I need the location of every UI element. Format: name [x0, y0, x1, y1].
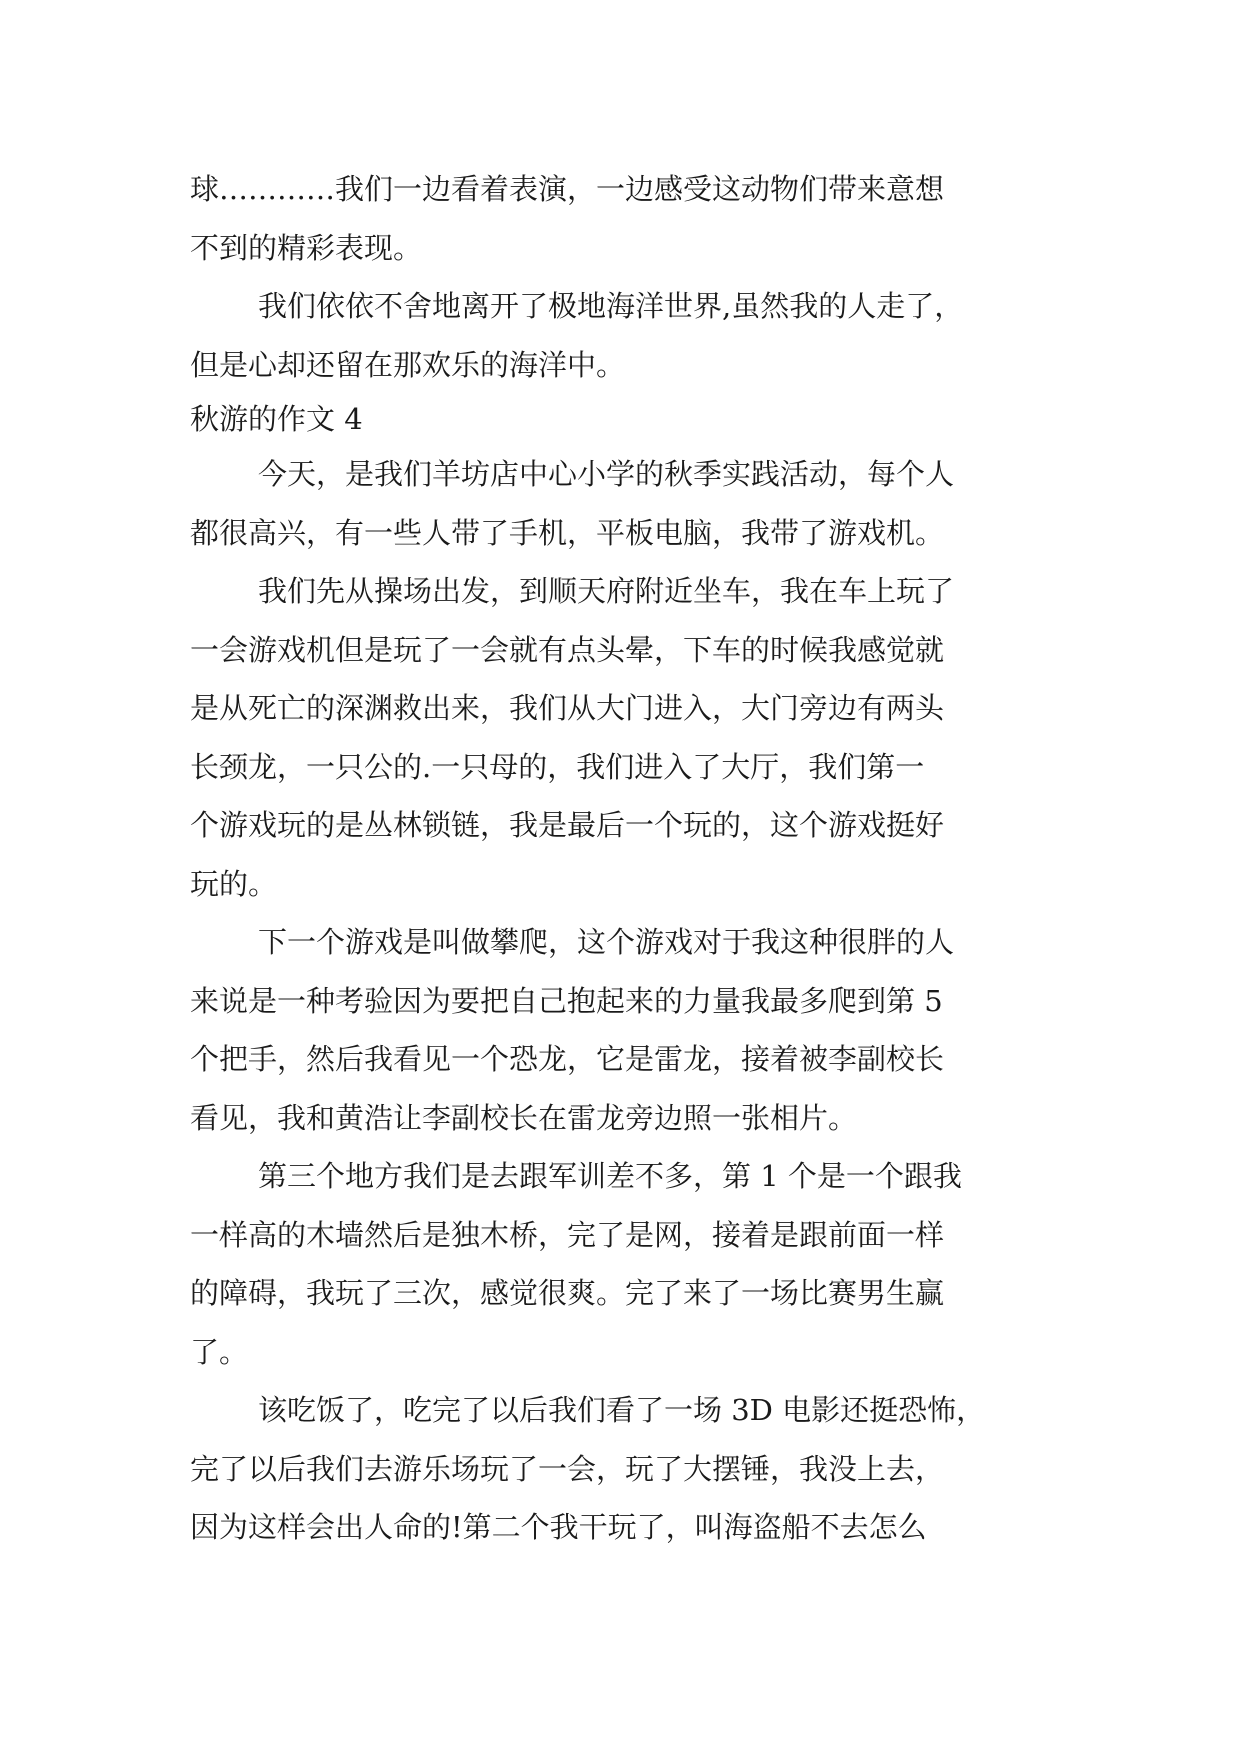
paragraph-start: 我们先从操场出发，到顺天府附近坐车，我在车上玩了: [258, 574, 955, 608]
text-line: 一样高的木墙然后是独木桥，完了是网，接着是跟前面一样: [190, 1217, 945, 1252]
text-line: 的障碍，我玩了三次，感觉很爽。完了来了一场比赛男生赢: [190, 1276, 945, 1310]
paragraph-start: 我们依依不舍地离开了极地海洋世界,虽然我的人走了，: [258, 289, 964, 323]
text-line: 长颈龙，一只公的.一只母的，我们进入了大厅，我们第一: [190, 749, 925, 784]
paragraph-start: 第三个地方我们是去跟军训差不多，第 1 个是一个跟我: [258, 1159, 962, 1193]
text-line: 完了以后我们去游乐场玩了一会，玩了大摆锤，我没上去，: [190, 1451, 945, 1486]
text-line: 个游戏玩的是丛林锁链，我是最后一个玩的，这个游戏挺好: [190, 808, 945, 842]
text-line: 个把手，然后我看见一个恐龙，它是雷龙，接着被李副校长: [190, 1042, 945, 1076]
text-line: 了。: [190, 1334, 249, 1369]
section-heading: 秋游的作文 4: [190, 402, 363, 436]
text-line: 因为这样会出人命的!第二个我干玩了，叫海盗船不去怎么: [190, 1510, 927, 1544]
text-line: 不到的精彩表现。: [190, 230, 423, 265]
paragraph-start: 今天，是我们羊坊店中心小学的秋季实践活动，每个人: [258, 457, 955, 491]
text-line: 看见，我和黄浩让李副校长在雷龙旁边照一张相片。: [190, 1100, 858, 1135]
paragraph-start: 该吃饭了，吃完了以后我们看了一场 3D 电影还挺恐怖，: [258, 1393, 986, 1427]
document-body: [190, 160, 1090, 1557]
text-line: 但是心却还留在那欢乐的海洋中。: [190, 347, 626, 382]
text-line: 球…………我们一边看着表演，一边感受这动物们带来意想: [190, 172, 945, 206]
text-line: 一会游戏机但是玩了一会就有点头晕，下车的时候我感觉就: [190, 632, 945, 667]
paragraph-start: 下一个游戏是叫做攀爬，这个游戏对于我这种很胖的人: [258, 925, 955, 959]
text-line: 来说是一种考验因为要把自己抱起来的力量我最多爬到第 5: [190, 983, 943, 1018]
text-line: 玩的。: [190, 866, 278, 901]
text-line: 是从死亡的深渊救出来，我们从大门进入，大门旁边有两头: [190, 691, 945, 725]
text-line: 都很高兴，有一些人带了手机，平板电脑，我带了游戏机。: [190, 515, 945, 550]
